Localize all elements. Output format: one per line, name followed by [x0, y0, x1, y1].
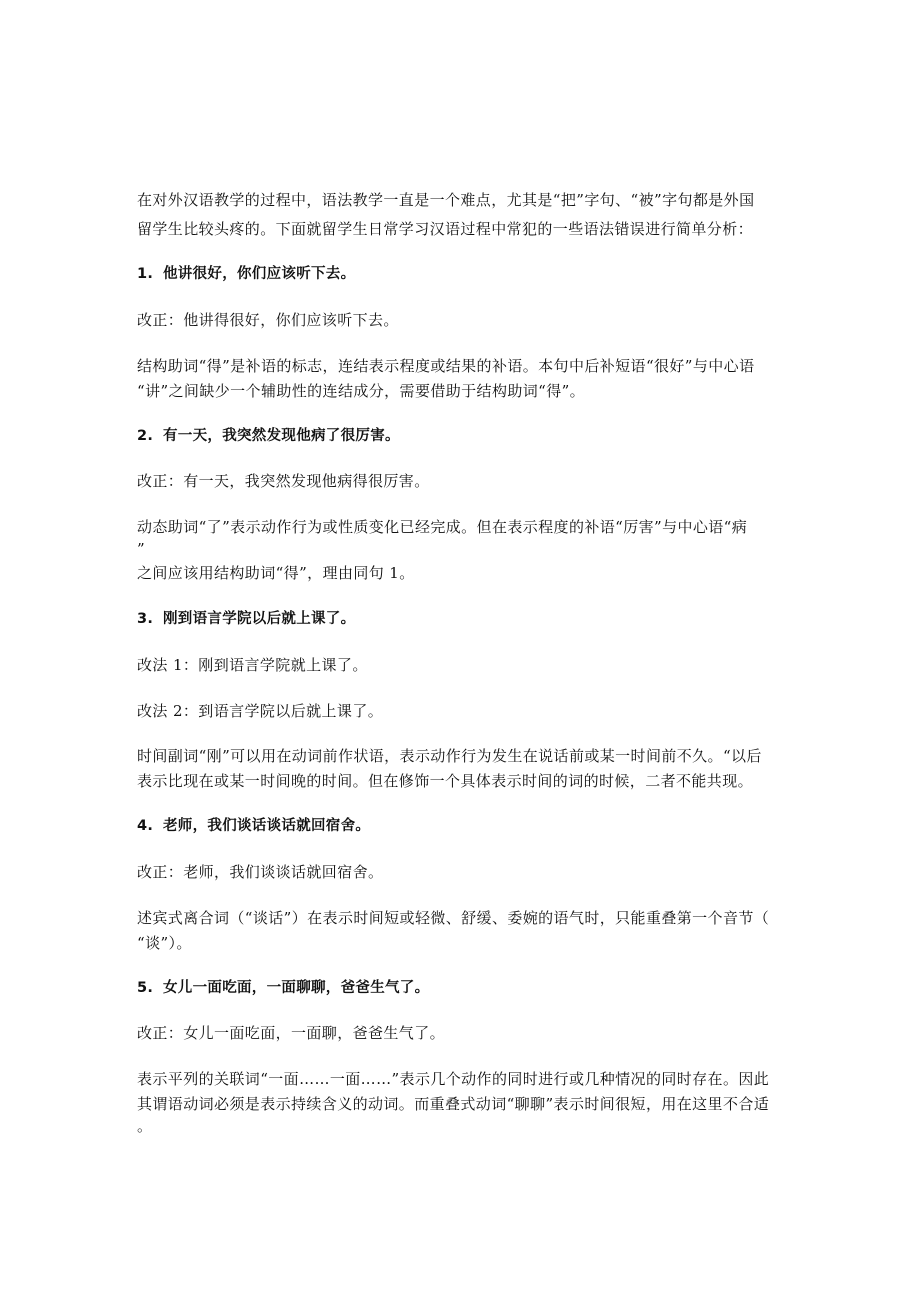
item-4-heading [137, 816, 797, 836]
intro-line-2: 留学生比较头疼的。下面就留学生日常学习汉语过程中常犯的一些语法错误进行简单分析： [137, 220, 754, 238]
item-2-explanation-line-1: 动态助词“了”表示动作行为或性质变化已经完成。但在表示程度的补语“厉害”与中心语“病 [137, 518, 748, 536]
item-3-explanation-line-2: 表示比现在或某一时间晚的时间。但在修饰一个具体表示时间的词的时候，二者不能共现。 [137, 772, 754, 790]
item-4-correction: 改正：老师，我们谈谈话就回宿舍。 [137, 863, 384, 881]
item-1-explanation-line-1: 结构助词“得”是补语的标志，连结表示程度或结果的补语。本句中后补短语“很好”与中心语 [137, 357, 755, 375]
item-4-explanation-line-2: “谈”）。 [137, 934, 192, 952]
item-5-explanation-line-2: 其谓语动词必须是表示持续含义的动词。而重叠式动词“聊聊”表示时间很短，用在这里不合适 [137, 1095, 770, 1113]
item-sentence: 有一天，我突然发现他病了很厉害。 [163, 428, 400, 444]
item-number: 4. [137, 818, 154, 834]
item-3-heading [137, 609, 797, 629]
item-number: 3. [137, 611, 154, 627]
item-2-correction: 改正：有一天，我突然发现他病得很厉害。 [137, 472, 430, 490]
item-sentence: 老师，我们谈话谈话就回宿舍。 [163, 818, 371, 834]
item-sentence: 女儿一面吃面，一面聊聊，爸爸生气了。 [163, 980, 430, 996]
item-number: 1. [137, 266, 154, 282]
item-sentence: 他讲很好，你们应该听下去。 [163, 266, 356, 282]
item-number: 2. [137, 428, 154, 444]
item-number: 5. [137, 980, 154, 996]
item-4-explanation-line-1: 述宾式离合词（“谈话”）在表示时间短或轻微、舒缓、委婉的语气时，只能重叠第一个音节（ [137, 909, 770, 927]
item-5-heading [137, 978, 797, 998]
item-5-explanation-line-1: 表示平列的关联词“一面……一面……”表示几个动作的同时进行或几种情况的同时存在。因此 [137, 1070, 770, 1088]
item-3-correction-2: 改法 2：到语言学院以后就上课了。 [137, 702, 384, 720]
item-1-heading [137, 264, 797, 284]
item-sentence: 刚到语言学院以后就上课了。 [163, 611, 356, 627]
item-2-heading [137, 426, 797, 446]
item-2-explanation-line-2: ” [137, 540, 146, 558]
item-1-explanation-line-2: “讲”之间缺少一个辅助性的连结成分，需要借助于结构助词“得”。 [137, 382, 586, 400]
item-2-explanation-line-3: 之间应该用结构助词“得”，理由同句 1。 [137, 564, 415, 582]
item-3-explanation-line-1: 时间副词“刚”可以用在动词前作状语，表示动作行为发生在说话前或某一时间前不久。“以后 [137, 747, 762, 765]
item-3-correction-1: 改法 1：刚到语言学院就上课了。 [137, 656, 368, 674]
item-1-correction: 改正：他讲得很好，你们应该听下去。 [137, 311, 399, 329]
item-5-explanation-line-3: 。 [137, 1117, 153, 1135]
intro-line-1: 在对外汉语教学的过程中，语法教学一直是一个难点，尤其是“把”字句、“被”字句都是外国 [137, 191, 755, 209]
item-5-correction: 改正：女儿一面吃面，一面聊，爸爸生气了。 [137, 1024, 446, 1042]
